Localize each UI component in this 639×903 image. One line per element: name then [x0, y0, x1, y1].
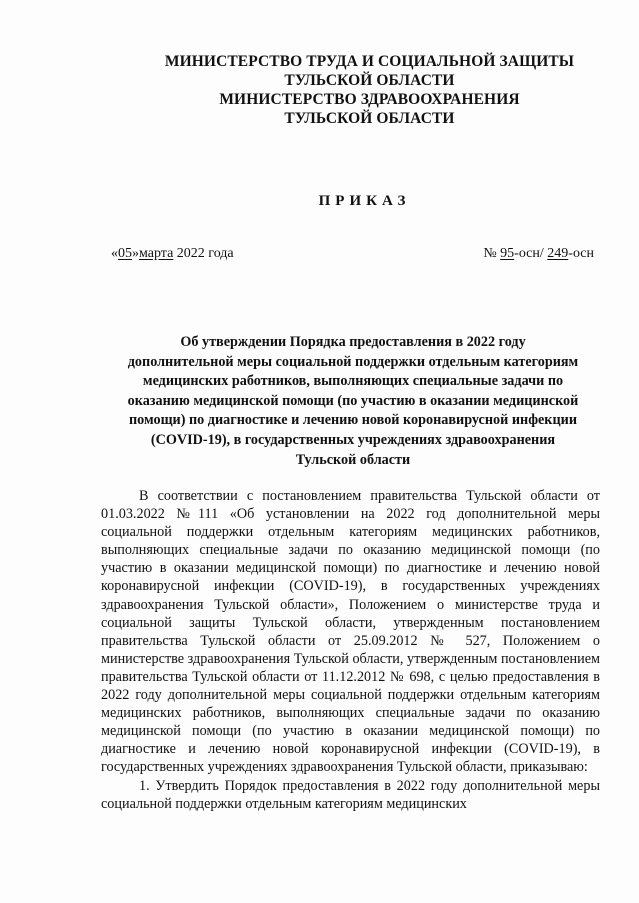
subject-line-2: дополнительной меры социальной поддержки отдельным категориям	[127, 353, 579, 370]
ministry-header	[0, 52, 639, 128]
date-year: 2022 года	[173, 246, 234, 261]
subject-line-3: медицинских работников, выполняющих специальные задачи по	[142, 373, 564, 390]
subject-line-7: Тульской области	[295, 451, 411, 468]
date-day: 05	[118, 246, 132, 261]
number-part-2: 249	[547, 246, 569, 261]
body-paragraph-1: В соответствии с постановлением правительства Тульской области от 01.03.2022 №111 «Об установлении на 2022 год дополнительной меры социальной поддержки отдельным категориям медицинских работников, выполняющих специальные задачи по оказанию медицинской помощи (по участию в оказании медицинской помощи) по диагностике и лечению новой коронавирусной инфекции (COVID-19), в государственных учреждениях здравоохранения Тульской области», Положением о министерстве труда и социальной защиты Тульской области, утвержденным постановлением правительства Тульской области от 25.09.2012 № 527, Положением о министерстве здравоохранения Тульской области, утвержденным постановлением правительства Тульской области от 11.12.2012 № 698, с целью предоставления в 2022 году дополнительной меры социальной поддержки отдельным категориям медицинских работников, выполняющих специальные задачи по оказанию медицинской помощи (по участию в оказании медицинской помощи) по диагностике и лечению новой коронавирусной инфекции (COVID-19), в государственных учреждениях здравоохранения Тульской области, приказываю:	[101, 488, 600, 776]
order-date	[111, 246, 234, 262]
date-month: марта	[139, 246, 174, 261]
number-suffix-2: -осн	[568, 246, 594, 261]
number-part-1: 95	[500, 246, 515, 261]
order-title: ПРИКАЗ	[318, 193, 411, 209]
header-line-1: МИНИСТЕРСТВО ТРУДА И СОЦИАЛЬНОЙ ЗАЩИТЫ	[164, 53, 575, 70]
order-body	[101, 487, 600, 813]
header-line-4: ТУЛЬСКОЙ ОБЛАСТИ	[284, 110, 455, 127]
order-number	[483, 246, 594, 262]
number-suffix-1: -осн/	[514, 246, 548, 261]
date-open-quote: «	[111, 246, 118, 261]
order-subject	[108, 333, 598, 470]
date-close-quote: »	[132, 246, 139, 261]
header-line-2: ТУЛЬСКОЙ ОБЛАСТИ	[284, 72, 455, 89]
subject-line-6: (COVID-19), в государственных учреждениях здравоохранения	[150, 431, 556, 448]
header-line-3: МИНИСТЕРСТВО ЗДРАВООХРАНЕНИЯ	[219, 91, 520, 108]
number-prefix: №	[483, 246, 501, 261]
subject-line-4: оказанию медицинской помощи (по участию в оказании медицинской	[127, 392, 579, 409]
body-paragraph-2: 1. Утвердить Порядок предоставления в 2022 году дополнительной меры социальной поддержки отдельным категориям медицинских	[101, 777, 600, 812]
subject-line-5: помощи) по диагностике и лечению новой коронавирусной инфекции	[129, 412, 577, 429]
subject-line-1: Об утверждении Порядка предоставления в 2022 году	[180, 334, 526, 350]
